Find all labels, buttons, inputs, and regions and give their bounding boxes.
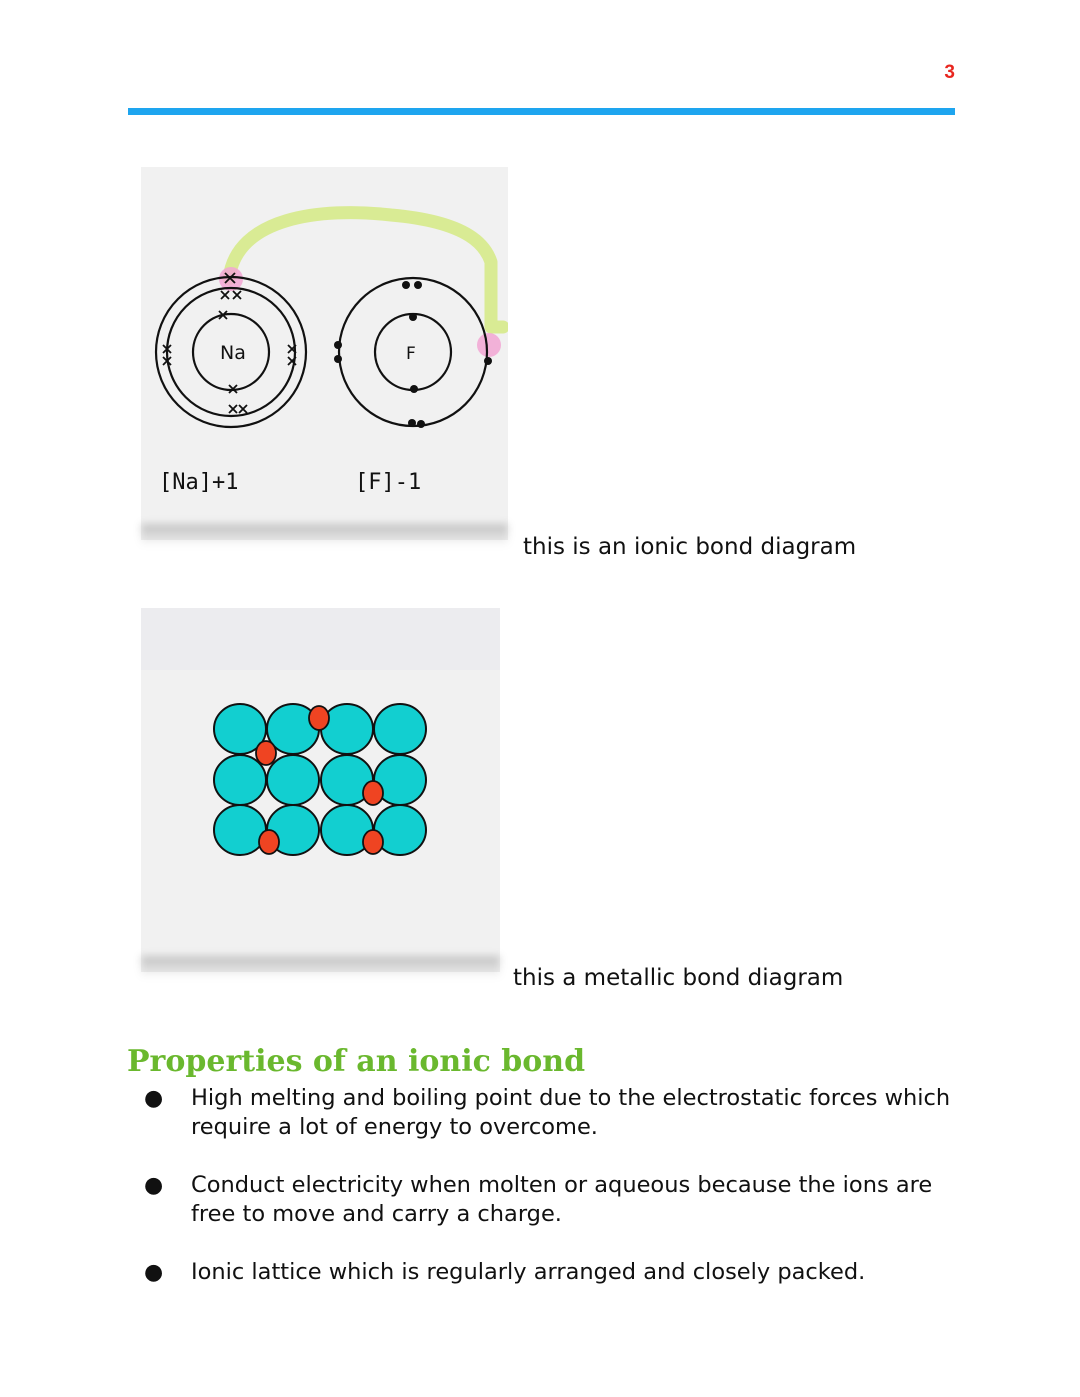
sodium-symbol: Na [220,342,246,364]
metallic-lattice-svg [141,608,500,972]
bullet-icon: ● [144,1086,164,1111]
metal-ion [321,704,373,754]
metallic-diagram-caption: this a metallic bond diagram [513,965,844,991]
metal-ion [214,805,266,855]
list-item-text: High melting and boiling point due to the electrostatic forces which require a lot of energy to overcome. [191,1085,951,1140]
ionic-diagram-caption: this is an ionic bond diagram [523,534,857,560]
section-heading: Properties of an ionic bond [127,1044,586,1079]
metal-ion [374,704,426,754]
list-item-text: Ionic lattice which is regularly arranged and closely packed. [191,1259,866,1285]
electron-transfer-arrow [229,213,503,327]
ionic-bond-svg [141,167,508,540]
header-rule [128,108,955,115]
sodium-ion-label: [Na]+1 [159,470,239,495]
metallic-bond-diagram [141,608,500,972]
properties-list [140,1084,970,1316]
list-item [140,1258,970,1287]
list-item-text: Conduct electricity when molten or aqueous because the ions are free to move and carry a charge. [191,1172,933,1227]
fluoride-ion-label: [F]-1 [355,470,422,495]
metal-ion [267,755,319,805]
bullet-icon: ● [144,1173,164,1198]
delocalised-electron [256,741,276,765]
received-electron-highlight [477,333,501,357]
ionic-bond-diagram [141,167,508,540]
list-item [140,1171,970,1229]
metal-ion [214,755,266,805]
list-item [140,1084,970,1142]
delocalised-electron [259,830,279,854]
bullet-icon: ● [144,1260,164,1285]
fluorine-symbol: F [406,344,416,364]
delocalised-electron [363,830,383,854]
page-number: 3 [944,62,955,83]
delocalised-electron [363,781,383,805]
delocalised-electron [309,706,329,730]
